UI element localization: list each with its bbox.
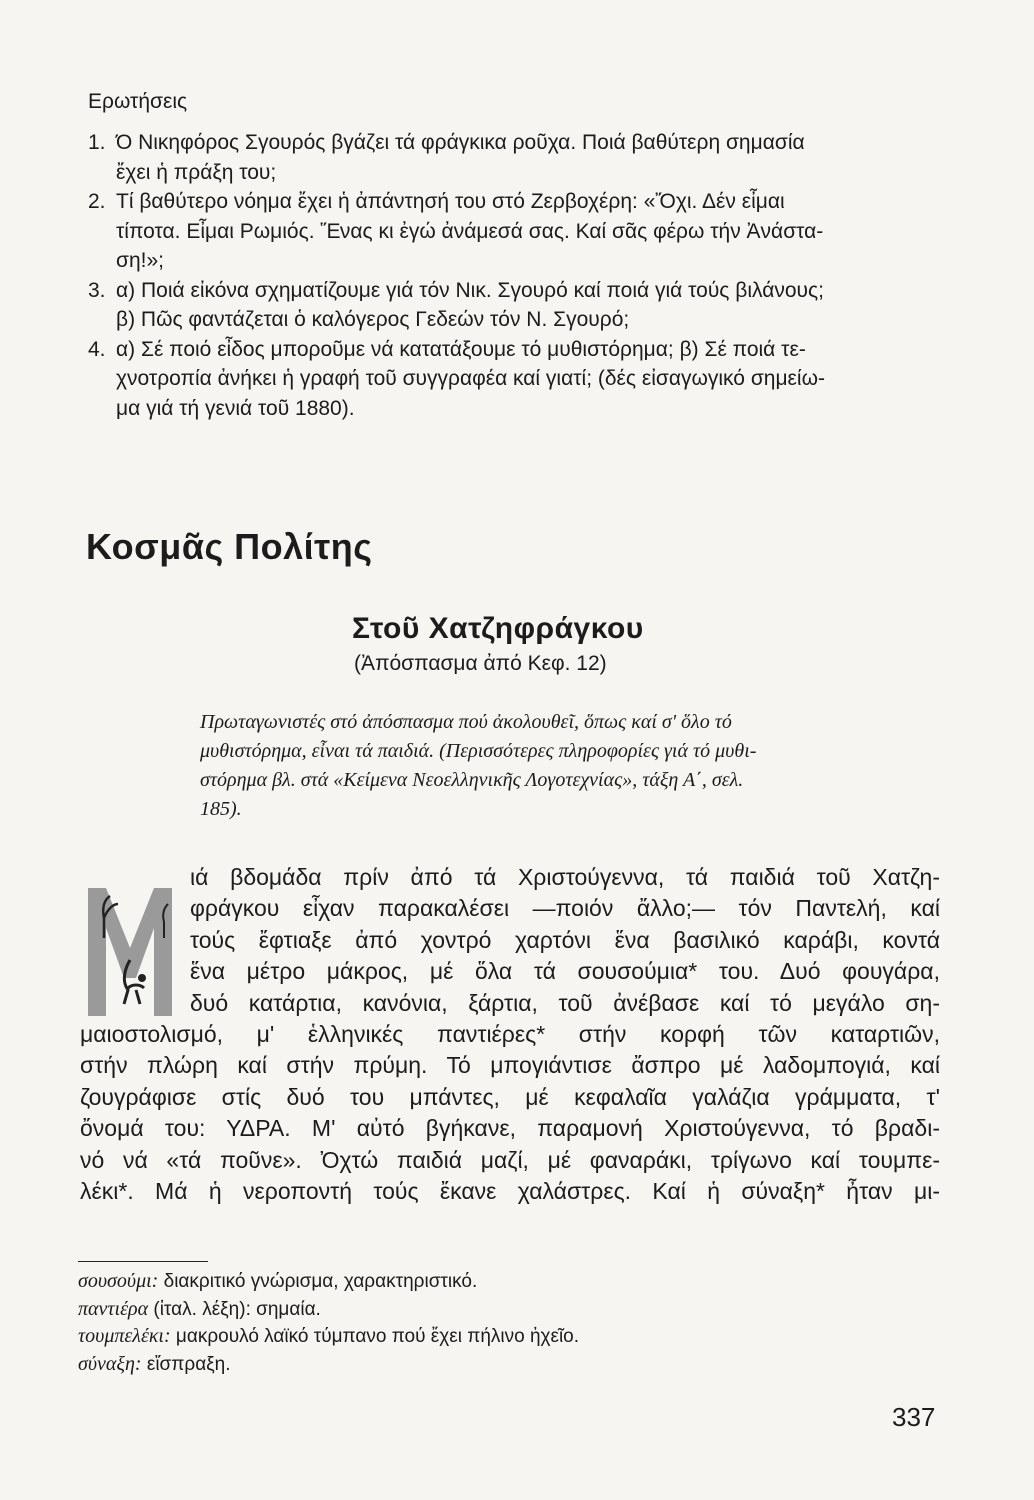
question-line: Ό Νικηφόρος Σγουρός βγάζει τά φράγκικα ροῦχα. Ποιά βαθύτερη σημασία <box>116 131 805 154</box>
body-line: νό νά «τά ποῦνε». Ὀχτώ παιδιά μαζί, μέ φαναράκι, τρίγωνο καί τουμπε- <box>80 1146 940 1173</box>
chapter-subtitle: (Ἀπόσπασμα ἀπό Κεφ. 12) <box>354 652 607 675</box>
question-line: α) Σέ ποιό εἶδος μποροῦμε νά κατατάξουμε τό μυθιστόρημα; β) Σέ ποιά τε- <box>116 337 806 361</box>
question-item <box>88 128 948 187</box>
question-line: τίποτα. Εἶμαι Ρωμιός. Ἕνας κι ἐγώ ἀνάμεσά σας. Καί σᾶς φέρω τήν Ἀνάστα- <box>116 219 824 243</box>
footnote-term: σύναξη: <box>78 1352 142 1375</box>
footnotes <box>78 1268 938 1378</box>
questions-heading: Ερωτήσεις <box>88 90 188 113</box>
footnote-definition: εἴσπραξη. <box>141 1353 231 1375</box>
body-line: ἕνα μέτρο μάκρος, μέ ὅλα τά σουσούμια* του. Δυό φουγάρα, <box>190 958 940 985</box>
body-line: δυό κατάρτια, κανόνια, ξάρτια, τοῦ ἀνέβασε καί τό μεγάλο ση- <box>190 989 940 1016</box>
question-item <box>88 276 948 335</box>
questions-list <box>88 128 948 423</box>
body-text <box>80 862 940 1207</box>
footnote-term: παντιέρα <box>78 1297 149 1320</box>
question-line: Τί βαθύτερο νόημα ἔχει ἡ ἀπάντησή του στό Ζερβοχέρη: «Ὄχι. Δέν εἶμαι <box>116 190 785 213</box>
question-line: μα γιά τή γενιά τοῦ 1880). <box>116 396 355 420</box>
body-line: φράγκου εἶχαν παρακαλέσει —ποιόν ἄλλο;— τόν Παντελή, καί <box>190 895 940 922</box>
intro-line: 185). <box>200 798 242 820</box>
intro-line: στόρημα βλ. στά «Κείμενα Νεοελληνικῆς Λογοτεχνίας», τάξη Α΄, σελ. <box>200 769 744 791</box>
intro-line: μυθιστόρημα, εἶναι τά παιδιά. (Περισσότερες πληροφορίες γιά τό μυθι- <box>200 740 757 762</box>
question-text <box>116 187 948 276</box>
footnote-term: τουμπελέκι: <box>78 1325 171 1347</box>
footnote <box>78 1351 938 1379</box>
author-heading: Κοσμᾶς Πολίτης <box>86 526 373 567</box>
question-text <box>116 276 948 335</box>
intro-note <box>200 708 940 824</box>
question-number: 2. <box>88 190 106 213</box>
body-line: μαιοστολισμό, μ' ἑλληνικές παντιέρες* στήν κορφή τῶν καταρτιῶν, <box>80 1020 940 1047</box>
question-item <box>88 187 948 276</box>
body-line: τούς ἔφτιαξε ἀπό χοντρό χαρτόνι ἕνα βασιλικό καράβι, κοντά <box>190 926 940 953</box>
question-number: 3. <box>88 278 106 302</box>
intro-line: Πρωταγωνιστές στό ἀπόσπασμα πού ἀκολουθεῖ, ὅπως καί σ' ὅλο τό <box>200 711 732 733</box>
footnote <box>78 1268 938 1296</box>
question-line: ση!»; <box>116 249 164 272</box>
question-number: 1. <box>88 131 106 154</box>
footnote-definition: μακρουλό λαϊκό τύμπανο πού ἔχει πήλινο ἠχεῖο. <box>170 1326 580 1347</box>
question-line: χνοτροπία ἀνήκει ἡ γραφή τοῦ συγγραφέα καί γιατί; (δές εἰσαγωγικό σημείω- <box>116 367 825 390</box>
footnote-definition: διακριτικό γνώρισμα, χαρακτηριστικό. <box>158 1271 478 1292</box>
body-line: ὄνομά του: ΥΔΡΑ. Μ' αὐτό βγήκανε, παραμονή Χριστούγεννα, τό βραδι- <box>80 1115 940 1142</box>
body-line: στήν πλώρη καί στήν πρύμη. Τό μπογιάντισε ἄσπρο μέ λαδομπογιά, καί <box>80 1052 940 1079</box>
page-number: 337 <box>892 1402 936 1432</box>
footnote-term: σουσούμι: <box>78 1270 159 1292</box>
question-number: 4. <box>88 337 106 361</box>
footnote <box>78 1296 938 1324</box>
footnote <box>78 1323 938 1351</box>
chapter-title: Στοῦ Χατζηφράγκου <box>352 612 644 645</box>
question-line: β) Πῶς φαντάζεται ὁ καλόγερος Γεδεών τόν Ν. Σγουρό; <box>116 308 630 331</box>
footnote-definition: (ἰταλ. λέξη): σημαία. <box>148 1298 321 1320</box>
body-line: ζουγράφισε στίς δυό του μπάντες, μέ κεφαλαῖα γαλάζια γράμματα, τ' <box>80 1083 940 1110</box>
question-text <box>116 335 948 424</box>
footnote-divider <box>78 1261 208 1262</box>
body-line: ιά βδομάδα πρίν ἀπό τά Χριστούγεννα, τά παιδιά τοῦ Χατζη- <box>190 864 940 890</box>
question-line: α) Ποιά εἰκόνα σχηματίζουμε γιά τόν Νικ. Σγουρό καί ποιά γιά τούς βιλάνους; <box>116 278 824 302</box>
question-item <box>88 335 948 424</box>
question-text <box>116 128 948 187</box>
question-line: ἔχει ἡ πράξη του; <box>116 160 277 184</box>
body-line: λέκι*. Μά ἡ νεροποντή τούς ἔκανε χαλάστρες. Καί ἡ σύναξη* ἦταν μι- <box>80 1177 940 1204</box>
